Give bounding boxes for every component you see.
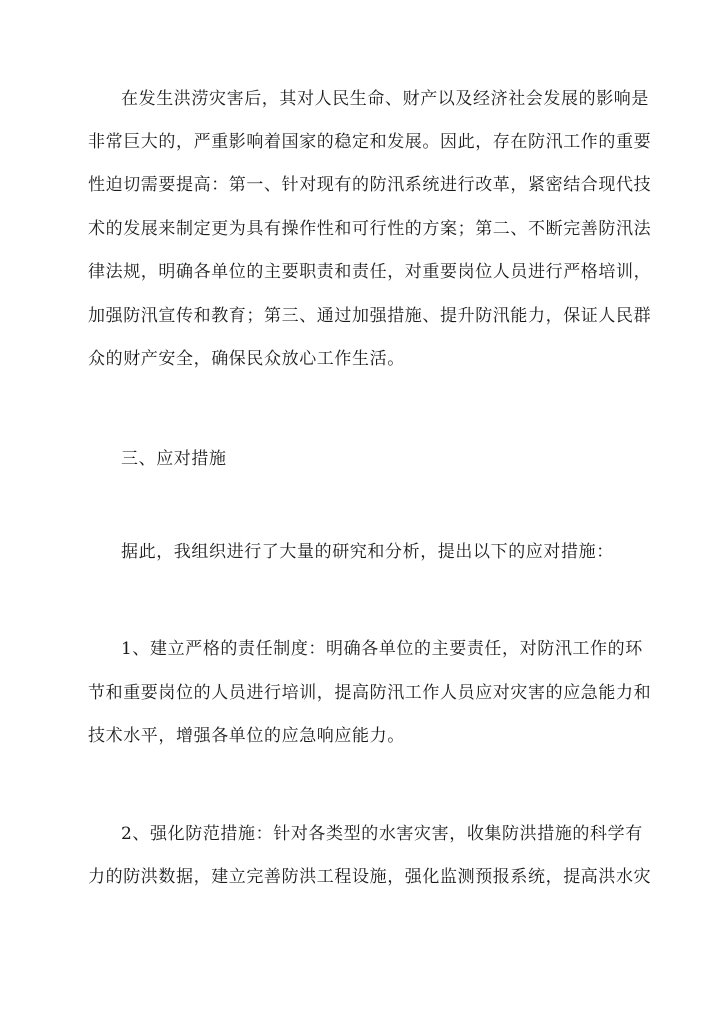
paragraph-2-line-1: 据此，我组织进行了大量的研究和分析，提出以下的应对措施： xyxy=(121,542,614,562)
paragraph-4-line-2: 力的防洪数据，建立完善防洪工程设施，强化监测预报系统，提高洪水灾 xyxy=(88,867,652,887)
section-heading: 三、应对措施 xyxy=(121,449,227,469)
paragraph-4-line-1: 2、强化防范措施：针对各类型的水害灾害，收集防洪措施的科学有 xyxy=(121,824,643,844)
paragraph-1-line-5: 律法规，明确各单位的主要职责和责任，对重要岗位人员进行严格培训， xyxy=(88,262,652,282)
paragraph-1-line-3: 性迫切需要提高：第一、针对现有的防汛系统进行改革，紧密结合现代技 xyxy=(88,175,652,195)
paragraph-1-line-1: 在发生洪涝灾害后，其对人民生命、财产以及经济社会发展的影响是 xyxy=(121,89,649,109)
paragraph-1-line-7: 众的财产安全，确保民众放心工作生活。 xyxy=(88,349,405,369)
paragraph-1-line-2: 非常巨大的，严重影响着国家的稳定和发展。因此，存在防汛工作的重要 xyxy=(88,132,652,152)
paragraph-3-line-3: 技术水平，增强各单位的应急响应能力。 xyxy=(88,726,405,746)
paragraph-3-line-2: 节和重要岗位的人员进行培训，提高防汛工作人员应对灾害的应急能力和 xyxy=(88,683,652,703)
paragraph-1-line-6: 加强防汛宣传和教育；第三、通过加强措施、提升防汛能力，保证人民群 xyxy=(88,306,652,326)
paragraph-1-line-4: 术的发展来制定更为具有操作性和可行性的方案；第二、不断完善防汛法 xyxy=(88,219,652,239)
paragraph-3-line-1: 1、建立严格的责任制度：明确各单位的主要责任，对防汛工作的环 xyxy=(121,639,643,659)
